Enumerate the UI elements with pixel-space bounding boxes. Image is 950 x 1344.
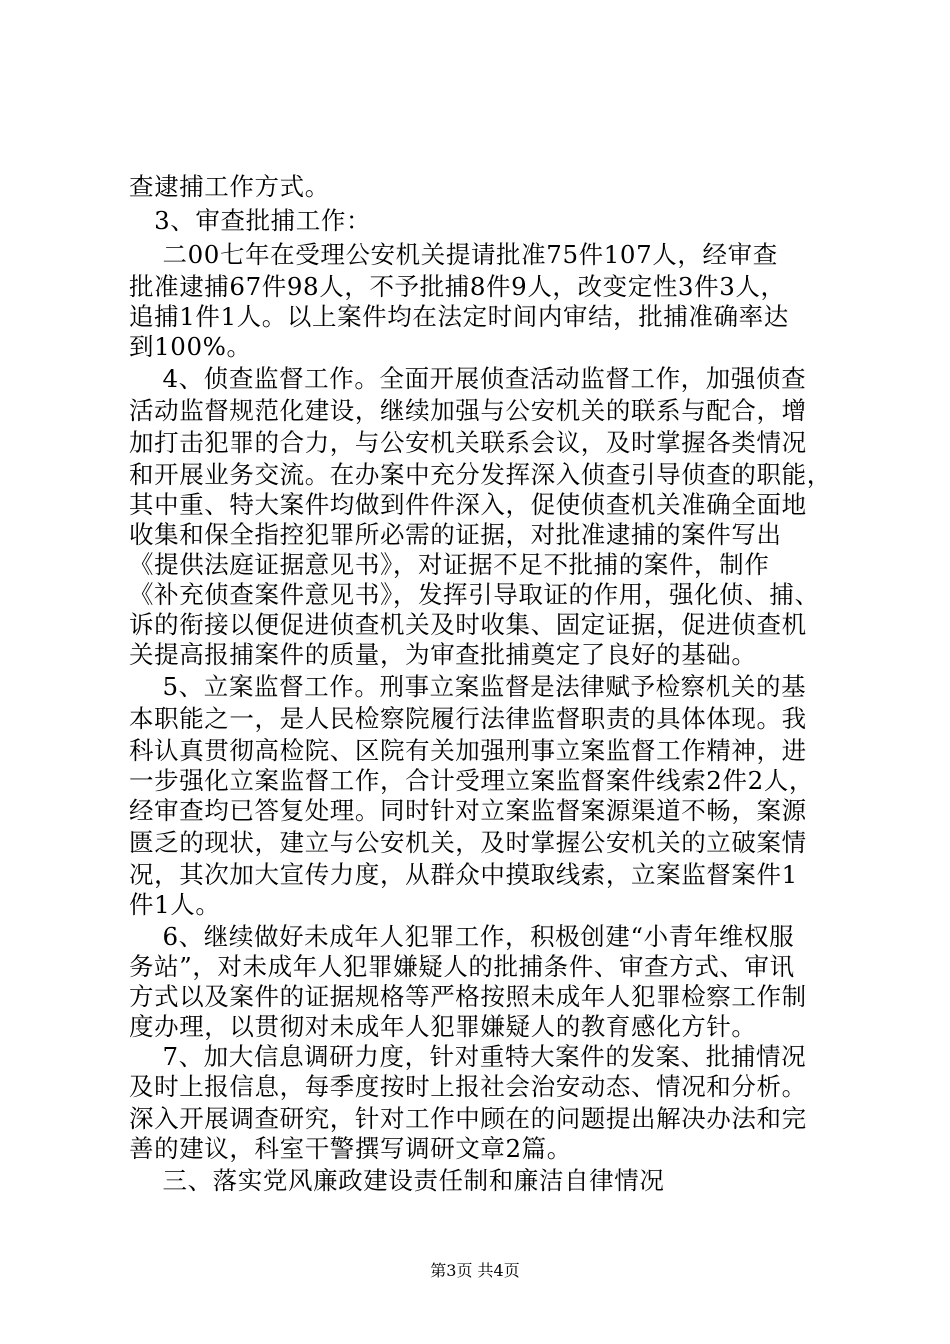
body-text-line: 二00七年在受理公安机关提请批准75件107人，经审查	[129, 240, 778, 269]
body-text-line: 匮乏的现状，建立与公安机关，及时掌握公安机关的立破案情	[129, 828, 807, 857]
body-text-line: 况，其次加大宣传力度，从群众中摸取线索，立案监督案件1	[129, 860, 798, 889]
body-text-line: 及时上报信息，每季度按时上报社会治安动态、情况和分析。	[129, 1072, 807, 1101]
body-text-line: 批准逮捕67件98人，不予批捕8件9人，改变定性3件3人，	[129, 272, 786, 301]
body-text-line: 追捕1件1人。以上案件均在法定时间内审结，批捕准确率达	[129, 302, 789, 331]
body-text-line: 到100%。	[129, 332, 252, 361]
body-text-line: 诉的衔接以便促进侦查机关及时收集、固定证据，促进侦查机	[129, 610, 807, 639]
paragraph-6-start: 6、继续做好未成年人犯罪工作，积极创建“小青年维权服	[129, 922, 795, 951]
body-text-line: 科认真贯彻高检院、区院有关加强刑事立案监督工作精神，进	[129, 736, 807, 765]
section-heading-3: 3、审查批捕工作：	[129, 206, 372, 235]
body-text-line: 务站”，对未成年人犯罪嫌疑人的批捕条件、审查方式、审讯	[129, 952, 795, 981]
body-text-line: 和开展业务交流。在办案中充分发挥深入侦查引导侦查的职能，	[129, 460, 832, 489]
body-text-line: 本职能之一，是人民检察院履行法律监督职责的具体体现。我	[129, 704, 807, 733]
body-text-line: 度办理，以贯彻对未成年人犯罪嫌疑人的教育感化方针。	[129, 1012, 757, 1041]
body-text-line: 加打击犯罪的合力，与公安机关联系会议，及时掌握各类情况	[129, 428, 807, 457]
paragraph-4-start: 4、侦查监督工作。全面开展侦查活动监督工作，加强侦查	[129, 364, 807, 393]
body-text-line: 深入开展调查研究，针对工作中顾在的问题提出解决办法和完	[129, 1104, 807, 1133]
paragraph-5-start: 5、立案监督工作。刑事立案监督是法律赋予检察机关的基	[129, 672, 807, 701]
page-number-footer: 第3页 共4页	[430, 1261, 520, 1280]
paragraph-7-start: 7、加大信息调研力度，针对重特大案件的发案、批捕情况	[129, 1042, 807, 1071]
body-text-line: 其中重、特大案件均做到件件深入，促使侦查机关准确全面地	[129, 490, 807, 519]
body-text-line: 《提供法庭证据意见书》，对证据不足不批捕的案件，制作	[129, 550, 770, 579]
body-text-line: 经审查均已答复处理。同时针对立案监督案源渠道不畅，案源	[129, 796, 807, 825]
body-text-line: 活动监督规范化建设，继续加强与公安机关的联系与配合，增	[129, 396, 807, 425]
body-text-line: 件1人。	[129, 890, 221, 919]
section-heading-three: 三、落实党风廉政建设责任制和廉洁自律情况	[129, 1166, 665, 1195]
body-text-line: 《补充侦查案件意见书》，发挥引导取证的作用，强化侦、捕、	[129, 580, 820, 609]
body-text-line: 方式以及案件的证据规格等严格按照未成年人犯罪检察工作制	[129, 982, 807, 1011]
body-text-line: 关提高报捕案件的质量，为审查批捕奠定了良好的基础。	[129, 640, 757, 669]
body-text-line: 一步强化立案监督工作，合计受理立案监督案件线索2件2人，	[129, 766, 814, 795]
body-text-line: 查逮捕工作方式。	[129, 172, 330, 201]
body-text-line: 善的建议，科室干警撰写调研文章2篇。	[129, 1134, 572, 1163]
body-text-line: 收集和保全指控犯罪所必需的证据，对批准逮捕的案件写出	[129, 520, 782, 549]
